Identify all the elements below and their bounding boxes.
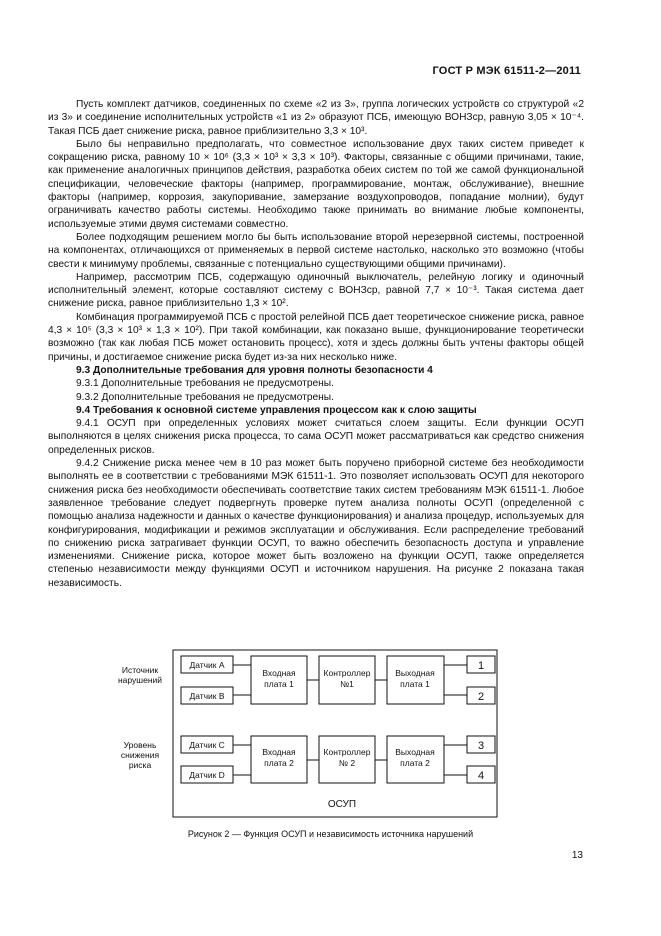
sensor-b-label: Датчик В	[189, 691, 225, 701]
controller-1-label: Контроллер №1	[323, 668, 371, 689]
controller-2-label: Контроллер № 2	[323, 747, 371, 768]
sensor-a-label: Датчик А	[189, 660, 225, 670]
sensor-d-label: Датчик D	[189, 770, 225, 780]
paragraph: Например, рассмотрим ПСБ, содержащую одиночный выключатель, релейную логику и одиночный исполнительный элемент, которые составляют систему с ВОНЗср, равной 7,7 × 10⁻³. Такая система дает снижение риска, равное приблизительно 1,3 × 10².	[48, 271, 584, 310]
output-board-1-label: Выходная плата 1	[395, 668, 435, 689]
figure-caption: Рисунок 2 — Функция ОСУП и независимость источника нарушений	[187, 829, 474, 839]
input-board-1-label: Входная плата 1	[262, 668, 296, 689]
paragraph: Пусть комплект датчиков, соединенных по схеме «2 из 3», группа логических устройств со структурой «2 из 3» и соединение исполнительных устройств «1 из 2» образуют ПСБ, имеющую ВОНЗср, равную 3,05 × 10⁻⁴. Такая ПСБ дает снижение риска, равное приблизительно 3,3 × 10³.	[48, 99, 584, 137]
paragraph: Комбинация программируемой ПСБ с простой релейной ПСБ дает теоретическое снижение риска, равное 4,3 × 10⁵ (3,3 × 10³ × 1,3 × 10²). При такой комбинации, как показано выше, функционирование теоретически возможно (так как любая ПСБ может остановить процесс), хотя и здесь должны быть учтены факторы общей причины, и достигаемое снижение риска будет из-за них несколько ниже.	[48, 311, 584, 363]
output-2-label: 2	[477, 691, 485, 703]
output-3-label: 3	[477, 740, 485, 752]
paragraph: Более подходящим решением могло бы быть использование второй нерезервной системы, построенной на компонентах, отличающихся от применяемых в первой системе настолько, насколько это возможно (чтобы свести к минимуму проблемы, связанные с потенциально существующими общими причинами).	[48, 231, 584, 270]
clause-9-4-1: 9.4.1 ОСУП при определенных условиях может считаться слоем защиты. Если функции ОСУП выполняются в целях снижения риска процесса, то сама ОСУП может рассматриваться как средство снижения определенных рисков.	[48, 418, 584, 456]
body-text	[48, 98, 584, 590]
input-board-2-label: Входная плата 2	[262, 747, 296, 768]
section-heading-9-4: 9.4 Требования к основной системе управления процессом как к слою защиты	[76, 404, 477, 416]
document-header: ГОСТ Р МЭК 61511-2—2011	[432, 65, 581, 77]
section-heading-9-3: 9.3 Дополнительные требования для уровня полноты безопасности 4	[76, 364, 433, 376]
clause-9-3-2: 9.3.2 Дополнительные требования не предусмотрены.	[76, 391, 334, 403]
page-number: 13	[571, 850, 583, 861]
sensor-c-label: Датчик С	[189, 740, 225, 750]
output-board-2-label: Выходная плата 2	[395, 747, 435, 768]
paragraph: Было бы неправильно предполагать, что совместное использование двух таких систем приведет к сокращению риска, равному 10 × 10⁶ (3,3 × 10³ × 3,3 × 10³). Факторы, связанные с общими причинами, такие, как применение аналогичных принципов действия, разработка обеих систем по той же самой функциональной спецификации, человеческие факторы (например, программирование, монтаж, обслуживание), внешние факторы (например, коррозия, закупоривание, замерзание воздухопроводов, попадание молнии), будут ограничивать качество работы системы. Необходимо также принимать во внимание любые компоненты, используемые этими двумя системами совместно.	[48, 138, 584, 230]
clause-9-3-1: 9.3.1 Дополнительные требования не предусмотрены.	[76, 378, 334, 390]
clause-9-4-2: 9.4.2 Снижение риска менее чем в 10 раз может быть поручено приборной системе без необходимости выполнять ее в соответствии с требованиями МЭК 61511-1. Это позволяет использовать ОСУП для некоторого снижения риска без необходимости обеспечивать соответствие таких систем требованиям МЭК 61511-1. Любое заявленное требование следует подвергнуть проверке путем анализа полноты ОСУП (определенной с помощью анализа надежности и данных о качестве функционирования) и анализа процедур, используемых для конфигурирования, модификации и режимов эксплуатации и обслуживания. Если распределение требований по снижению риска затрагивает функции ОСУП, то важно обеспечить безопасность доступа и управление изменениями. Снижение риска, которое может быть возложено на функции ОСУП, также определяется степенью независимости между функциями ОСУП и источником нарушения. На рисунке 2 показана такая независимость.	[48, 458, 584, 589]
label-risk-level: Уровень снижения риска	[120, 740, 160, 770]
output-1-label: 1	[477, 660, 485, 672]
bpcs-label: ОСУП	[327, 799, 357, 810]
output-4-label: 4	[477, 770, 485, 782]
figure-2-diagram	[110, 645, 505, 823]
label-source: Источник нарушений	[117, 665, 163, 685]
